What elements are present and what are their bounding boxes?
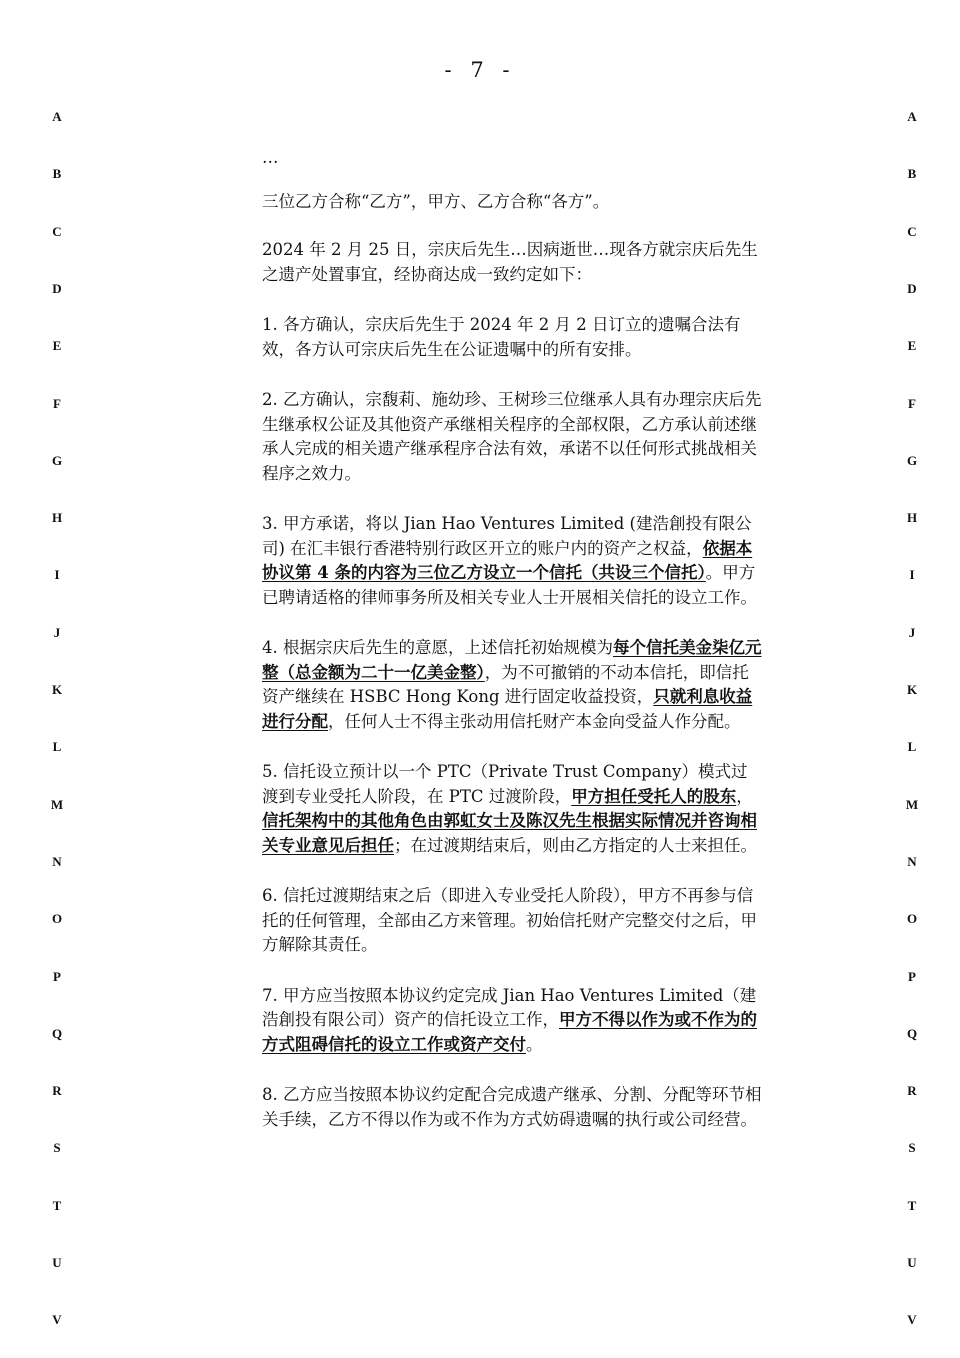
left-margin-letter: M <box>50 796 64 812</box>
right-margin-letter: U <box>907 1255 917 1270</box>
clause-3-highlight: 依据本协议第 4 条的内容为三位乙方设立一个信托（共设三个信托） <box>262 538 753 582</box>
left-margin-letter: R <box>52 1083 62 1099</box>
clause-4-text-mid: ，为不可撤销的不动本信托，即信托资产继续在 HSBC Hong Kong 进行固定收益投资， <box>262 662 749 706</box>
clause-4-highlight-interest: 只就利息收益进行分配 <box>262 687 753 731</box>
clause-4 <box>262 636 762 734</box>
right-margin-letter: B <box>907 166 917 182</box>
clause-5-highlight-shareholder: 甲方担任受托人的股东 <box>571 786 737 806</box>
left-margin-letter: V <box>52 1312 62 1328</box>
left-margin-letter: A <box>52 109 62 124</box>
clause-4-text-end: ，任何人士不得主张动用信托财产本金向受益人作分配。 <box>328 711 741 731</box>
left-margin-letter: H <box>51 510 63 526</box>
right-margin-letter: A <box>907 109 917 124</box>
left-margin-letters <box>42 0 72 1358</box>
left-margin-letter: B <box>52 166 62 182</box>
left-margin-letter: D <box>52 280 62 296</box>
party-definition: 三位乙方合称“乙方”，甲方、乙方合称“各方”。 <box>262 191 610 211</box>
clause-1: 1. 各方确认，宗庆后先生于 2024 年 2 月 2 日订立的遗嘱合法有效，各方认可宗庆后先生在公证遗嘱中的所有安排。 <box>262 315 741 359</box>
clause-5-highlight-roles: 信托架构中的其他角色由郭虹女士及陈汉先生根据实际情况并咨询相关专业意见后担任 <box>262 811 757 855</box>
ellipsis: … <box>262 148 279 167</box>
right-margin-letter: C <box>907 223 917 239</box>
right-margin-letter: O <box>906 911 918 927</box>
right-margin-letter: V <box>907 1312 917 1328</box>
left-margin-letter: O <box>51 911 63 927</box>
right-margin-letter: G <box>906 452 918 468</box>
left-margin-letter: E <box>52 338 62 354</box>
right-margin-letters <box>897 0 927 1358</box>
clause-7 <box>262 984 762 1058</box>
clause-5-comma: ， <box>736 786 753 806</box>
left-margin-letter: J <box>53 624 61 640</box>
clause-5-text: 5. 信托设立预计以一个 PTC（Private Trust Company）模式过渡到专业受托人阶段，在 PTC 过渡阶段， <box>262 762 748 806</box>
clause-4-text: 4. 根据宗庆后先生的意愿，上述信托初始规模为 <box>262 638 613 657</box>
left-margin-letter: P <box>53 968 61 984</box>
clause-3-text-end: 。甲方已聘请适格的律师事务所及相关专业人士开展相关信托的设立工作。 <box>262 563 757 607</box>
left-margin-letter: C <box>52 223 62 239</box>
right-margin-letter: H <box>906 510 918 526</box>
right-margin-letter: L <box>907 739 917 755</box>
right-margin-letter: M <box>905 796 919 812</box>
right-margin-letter: R <box>907 1083 917 1099</box>
right-margin-letter: N <box>907 853 917 869</box>
left-margin-letter: Q <box>51 1025 63 1041</box>
clause-8: 8. 乙方应当按照本协议约定配合完成遗产继承、分割、分配等环节相关手续，乙方不得以作为或不作为方式妨碍遗嘱的执行或公司经营。 <box>262 1085 762 1129</box>
clause-7-text-end: 。 <box>526 1034 543 1054</box>
document-body <box>262 146 762 1158</box>
left-margin-letter: F <box>53 395 61 411</box>
left-margin-letter: L <box>52 739 62 755</box>
intro-paragraph: 2024 年 2 月 25 日，宗庆后先生…因病逝世…现各方就宗庆后先生之遗产处置事宜，经协商达成一致约定如下： <box>262 240 758 284</box>
left-margin-letter: T <box>52 1197 62 1213</box>
right-margin-letter: E <box>907 338 917 354</box>
clause-3 <box>262 512 762 610</box>
page-number: - 7 - <box>444 58 516 82</box>
right-margin-letter: J <box>908 624 916 640</box>
right-margin-letter: F <box>908 395 916 411</box>
right-margin-letter: D <box>907 280 917 296</box>
left-margin-letter: U <box>52 1255 62 1270</box>
right-margin-letter: S <box>908 1140 916 1156</box>
left-margin-letter: N <box>52 853 62 869</box>
right-margin-letter: P <box>908 968 916 984</box>
clause-4-highlight-amount: 每个信托美金柒亿元整（总金额为二十一亿美金整） <box>262 638 762 682</box>
clause-5 <box>262 760 762 858</box>
left-margin-letter: K <box>51 682 63 697</box>
clause-7-highlight: 甲方不得以作为或不作为的方式阻碍信托的设立工作或资产交付 <box>262 1010 757 1054</box>
clause-5-text-end: ；在过渡期结束后，则由乙方指定的人士来担任。 <box>394 835 757 855</box>
right-margin-letter: I <box>909 567 915 583</box>
left-margin-letter: S <box>53 1140 61 1156</box>
left-margin-letter: I <box>54 567 60 583</box>
clause-7-text: 7. 甲方应当按照本协议约定完成 Jian Hao Ventures Limited（建浩創投有限公司）资产的信托设立工作， <box>262 985 757 1029</box>
clause-2: 2. 乙方确认，宗馥莉、施幼珍、王树珍三位继承人具有办理宗庆后先生继承权公证及其他资产承继相关程序的全部权限，乙方承认前述继承人完成的相关遗产继承程序合法有效，承诺不以任何形式挑战相关程序之效力。 <box>262 390 762 483</box>
clause-6: 6. 信托过渡期结束之后（即进入专业受托人阶段），甲方不再参与信托的任何管理，全部由乙方来管理。初始信托财产完整交付之后，甲方解除其责任。 <box>262 886 757 954</box>
clause-3-text: 3. 甲方承诺，将以 Jian Hao Ventures Limited (建浩創投有限公司) 在汇丰银行香港特别行政区开立的账户内的资产之权益， <box>262 514 752 558</box>
left-margin-letter: G <box>51 452 63 468</box>
right-margin-letter: K <box>906 682 918 697</box>
right-margin-letter: T <box>907 1197 917 1213</box>
right-margin-letter: Q <box>906 1025 918 1041</box>
